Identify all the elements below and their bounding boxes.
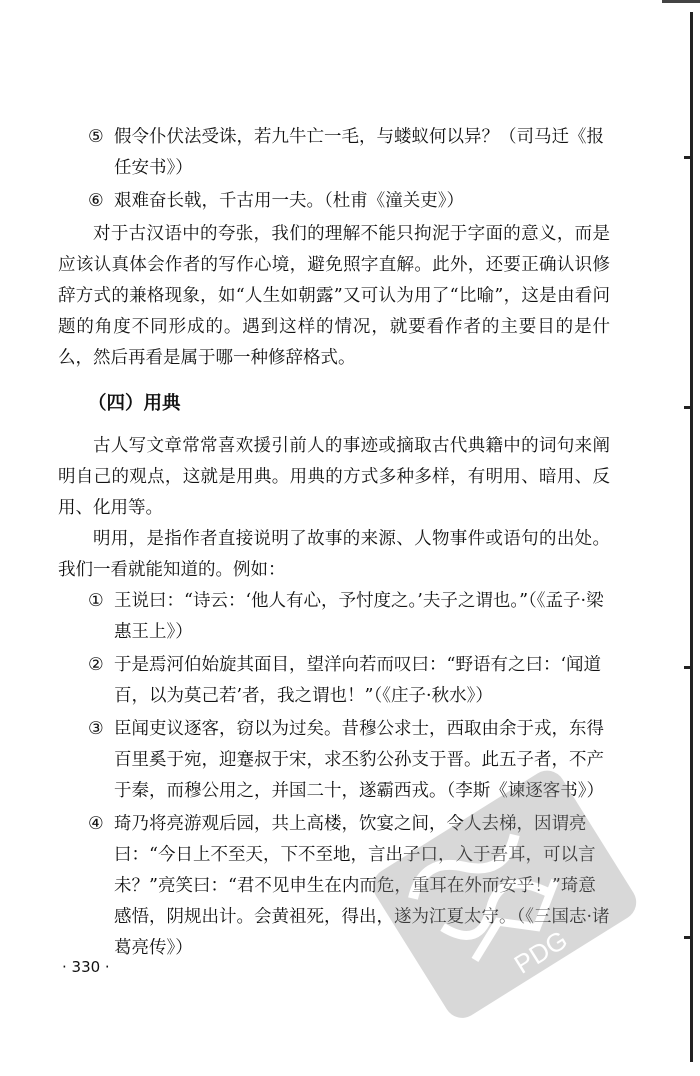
paragraph-exaggeration: 对于古汉语中的夸张，我们的理解不能只拘泥于字面的意义，而是应该认真体会作者的写作心境，避免照字直解。此外，还要正确认识修辞方式的兼格现象，如“人生如朝露”又可认为用了“比喻”，这是由看问题的角度不同形成的。遇到这样的情况，就要看作者的主要目的是什么，然后再看是属于哪一种修辞格式。 bbox=[58, 224, 610, 368]
item-number: ② bbox=[88, 655, 104, 675]
section-heading: （四）用典 bbox=[88, 393, 181, 414]
item-number: ④ bbox=[88, 814, 104, 834]
item-text: 于是焉河伯始旋其面目，望洋向若而叹曰：“野语有之曰：‘闻道百，以为莫己若’者，我之谓也！”（《庄子·秋水》） bbox=[114, 655, 602, 706]
item-number: ⑤ bbox=[88, 127, 104, 147]
item-number: ③ bbox=[88, 719, 104, 739]
example-item-3 bbox=[58, 714, 610, 807]
scan-tick bbox=[684, 666, 692, 669]
item-text: 臣闻吏议逐客，窃以为过矣。昔穆公求士，西取由余于戎，东得百里奚于宛，迎蹇叔于宋，求丕豹公孙支于晋。此五子者，不产于秦，而穆公用之，并国二十，遂霸西戎。（李斯《谏逐客书》） bbox=[114, 719, 604, 801]
scan-tick bbox=[684, 156, 692, 159]
item-text: 假令仆伏法受诛，若九牛亡一毛，与蝼蚁何以异？（司马迁《报任安书》） bbox=[114, 127, 604, 178]
example-item-4 bbox=[58, 809, 610, 964]
paragraph-allusion-intro: 古人写文章常常喜欢援引前人的事迹或摘取古代典籍中的词句来阐明自己的观点，这就是用典。用典的方式多种多样，有明用、暗用、反用、化用等。 bbox=[58, 436, 610, 518]
item-text: 王说曰：“诗云：‘他人有心，予忖度之。’夫子之谓也。”（《孟子·梁惠王上》） bbox=[114, 591, 604, 642]
scan-tick bbox=[684, 936, 692, 939]
example-item-1 bbox=[58, 586, 610, 648]
example-item-2 bbox=[58, 650, 610, 712]
scan-edge-right bbox=[690, 12, 693, 1062]
item-number: ① bbox=[88, 591, 104, 611]
example-item-5 bbox=[58, 122, 610, 184]
scan-tick bbox=[684, 406, 692, 409]
scan-edge-top bbox=[662, 0, 700, 3]
item-text: 艰难奋长戟，千古用一夫。（杜甫《潼关吏》） bbox=[114, 191, 464, 211]
page-content bbox=[58, 122, 610, 966]
example-item-6 bbox=[58, 186, 610, 217]
watermark-text: PDG bbox=[508, 924, 573, 980]
page-number: · 330 · bbox=[62, 958, 110, 976]
item-number: ⑥ bbox=[88, 191, 104, 211]
paragraph-explicit-allusion: 明用，是指作者直接说明了故事的来源、人物事件或语句的出处。我们一看就能知道的。例如： bbox=[58, 529, 610, 580]
item-text: 琦乃将亮游观后园，共上高楼，饮宴之间，令人去梯，因谓亮曰：“今日上不至天，下不至地，言出子口，入于吾耳，可以言未？”亮笑曰：“君不见申生在内而危，重耳在外而安乎！”琦意感悟，阴规出计。会黄祖死，得出，遂为江夏太守。（《三国志·诸葛亮传》） bbox=[114, 814, 610, 958]
